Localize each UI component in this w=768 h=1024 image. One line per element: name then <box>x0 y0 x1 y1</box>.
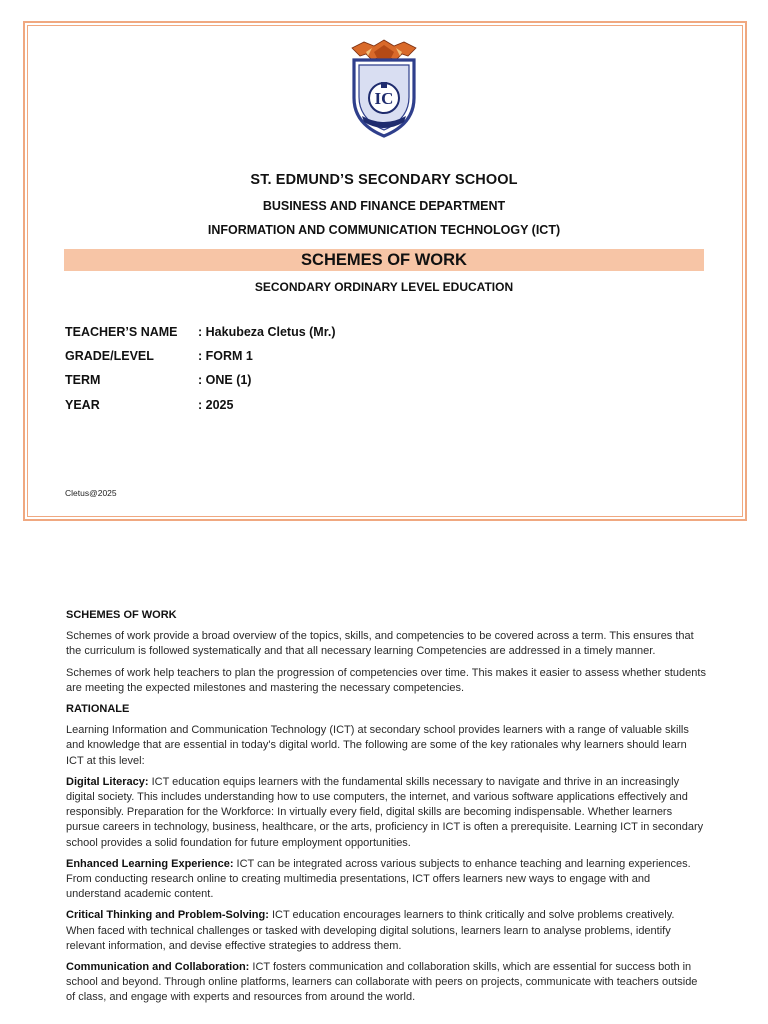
section-heading-schemes: SCHEMES OF WORK <box>66 609 177 621</box>
info-value: : Hakubeza Cletus (Mr.) <box>198 325 336 339</box>
rationale-point <box>66 960 706 1006</box>
point-text: ICT fosters communication and collaboration skills, which are essential for success both in school and beyond. Through online platforms, learners can collaborate with peers on projects, communicate with teachers outside of class, and engage with experts and resources from around the world. <box>66 961 698 1004</box>
info-value: : 2025 <box>198 398 234 412</box>
info-label: YEAR <box>65 398 100 412</box>
school-crest-icon <box>344 36 424 140</box>
point-title: Critical Thinking and Problem-Solving: <box>66 909 269 922</box>
point-title: Digital Literacy: <box>66 775 149 788</box>
paragraph: Schemes of work help teachers to plan the progression of competencies over time. This makes it easier to assess whether students are meeting the expected milestones and mastering the necessary competencies. <box>66 666 706 694</box>
svg-text:IC: IC <box>374 89 394 108</box>
section-heading-rationale: RATIONALE <box>66 703 130 716</box>
info-value: : ONE (1) <box>198 373 252 387</box>
point-title: Communication and Collaboration: <box>66 961 250 974</box>
info-label: TEACHER’S NAME <box>65 325 178 339</box>
cover-footer-note: Cletus@2025 <box>65 488 117 498</box>
info-label: TERM <box>65 373 101 387</box>
document-body <box>66 608 706 1012</box>
point-text: ICT education encourages learners to think critically and solve problems creatively. When faced with technical challenges or tasked with developing digital solutions, learners learn to analyse problems, identify relevant information, and devise effective strategies to address them. <box>66 909 675 952</box>
document-title: SCHEMES OF WORK <box>301 251 467 269</box>
subject-name: INFORMATION AND COMMUNICATION TECHNOLOGY (ICT) <box>207 223 561 237</box>
rationale-point <box>66 908 706 954</box>
point-text: ICT can be integrated across various subjects to enhance teaching and learning experiences. From conducting research online to creating multimedia presentations, ICT offers learners new ways to engage with and understand academic content. <box>66 857 691 901</box>
paragraph: Schemes of work provide a broad overview of the topics, skills, and competencies to be covered across a term. This ensures that the curriculum is followed systematically and that all necessary learning Competencies are addressed in a timely manner. <box>66 630 694 658</box>
school-name: ST. EDMUND’S SECONDARY SCHOOL <box>250 172 518 188</box>
rationale-point <box>66 775 706 851</box>
rationale-point <box>66 857 706 903</box>
info-value: : FORM 1 <box>198 349 253 363</box>
info-label: GRADE/LEVEL <box>65 349 154 363</box>
department-name: BUSINESS AND FINANCE DEPARTMENT <box>262 199 506 213</box>
education-level: SECONDARY ORDINARY LEVEL EDUCATION <box>254 280 514 294</box>
paragraph: Learning Information and Communication Technology (ICT) at secondary school provides learners with a range of valuable skills and knowledge that are essential in today's digital world. The following are some of the key rationales why learners should learn ICT at this level: <box>66 724 689 767</box>
point-text: ICT education equips learners with the fundamental skills necessary to navigate and thrive in an increasingly digital society. This includes understanding how to use computers, the internet, and various software applications effectively and responsibly. Preparation for the Workforce: In virtually every field, digital skills are becoming indispensable. Whether learners pursue careers in technology, business, healthcare, or the arts, proficiency in ICT is often a prerequisite. Learning ICT in secondary school provides a solid foundation for future employment opportunities. <box>66 775 704 849</box>
point-title: Enhanced Learning Experience: <box>66 857 234 870</box>
